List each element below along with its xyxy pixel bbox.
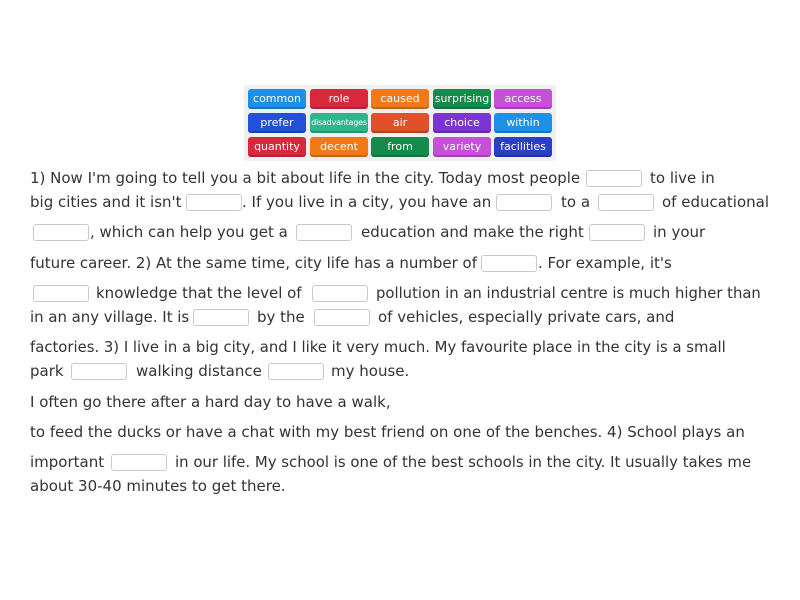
passage-text: pollution in an industrial centre is much higher than <box>376 284 761 302</box>
passage-line-9 <box>30 392 430 412</box>
passage-text: in an any village. It is <box>30 308 190 326</box>
passage-line-7 <box>30 337 730 357</box>
passage-text: of vehicles, especially private cars, and <box>378 308 675 326</box>
passage-text: in our life. My school is one of the best schools in the city. It usually takes me <box>175 453 752 471</box>
passage-text: . For example, it's <box>538 254 672 272</box>
answer-blank-2[interactable] <box>186 194 242 211</box>
answer-blank-13[interactable] <box>71 363 127 380</box>
passage-text: park <box>30 362 64 380</box>
word-tile-caused[interactable]: caused <box>371 89 429 109</box>
word-bank <box>244 85 556 161</box>
passage-text: . If you live in a city, you have an <box>242 193 492 211</box>
passage-text: to a <box>561 193 591 211</box>
passage-text: , which can help you get a <box>90 223 288 241</box>
word-tile-decent[interactable]: decent <box>310 137 368 157</box>
passage-line-12 <box>30 476 430 496</box>
passage-text: about 30-40 minutes to get there. <box>30 477 286 495</box>
answer-blank-15[interactable] <box>111 454 167 471</box>
passage-text: big cities and it isn't <box>30 193 182 211</box>
word-tile-prefer[interactable]: prefer <box>248 113 306 133</box>
passage-text: 1) Now I'm going to tell you a bit about life in the city. Today most people <box>30 169 581 187</box>
passage-line-6 <box>30 307 680 327</box>
answer-blank-1[interactable] <box>586 170 642 187</box>
answer-blank-6[interactable] <box>296 224 352 241</box>
passage-text: my house. <box>331 362 410 380</box>
passage-text: future career. 2) At the same time, city life has a number of <box>30 254 477 272</box>
passage-text: walking distance <box>136 362 262 380</box>
passage-text: in your <box>653 223 706 241</box>
passage-text: by the <box>257 308 305 326</box>
passage-text: I often go there after a hard day to have a walk, <box>30 393 391 411</box>
word-tile-surprising[interactable]: surprising <box>433 89 491 109</box>
passage-text: knowledge that the level of <box>96 284 302 302</box>
answer-blank-10[interactable] <box>312 285 368 302</box>
passage-text: education and make the right <box>361 223 584 241</box>
passage-text: of educational <box>662 193 770 211</box>
word-tile-air[interactable]: air <box>371 113 429 133</box>
word-tile-choice[interactable]: choice <box>433 113 491 133</box>
passage-line-4 <box>30 253 690 273</box>
passage-line-5 <box>30 283 765 303</box>
answer-blank-11[interactable] <box>193 309 249 326</box>
answer-blank-12[interactable] <box>314 309 370 326</box>
answer-blank-5[interactable] <box>33 224 89 241</box>
passage-text: factories. 3) I live in a big city, and I like it very much. My favourite place in the city is a small <box>30 338 726 356</box>
passage-line-10 <box>30 422 750 442</box>
passage-line-2 <box>30 192 775 212</box>
answer-blank-4[interactable] <box>598 194 654 211</box>
answer-blank-3[interactable] <box>496 194 552 211</box>
passage-text: to live in <box>650 169 715 187</box>
passage-line-3 <box>30 222 730 242</box>
answer-blank-9[interactable] <box>33 285 89 302</box>
answer-blank-8[interactable] <box>481 255 537 272</box>
word-tile-variety[interactable]: variety <box>433 137 491 157</box>
word-tile-common[interactable]: common <box>248 89 306 109</box>
word-tile-role[interactable]: role <box>310 89 368 109</box>
answer-blank-7[interactable] <box>589 224 645 241</box>
word-tile-access[interactable]: access <box>494 89 552 109</box>
passage-text: to feed the ducks or have a chat with my best friend on one of the benches. 4) School plays an <box>30 423 745 441</box>
passage-line-8 <box>30 361 430 381</box>
answer-blank-14[interactable] <box>268 363 324 380</box>
passage-line-1 <box>30 168 770 188</box>
word-tile-from[interactable]: from <box>371 137 429 157</box>
word-tile-within[interactable]: within <box>494 113 552 133</box>
passage-text: important <box>30 453 105 471</box>
word-tile-quantity[interactable]: quantity <box>248 137 306 157</box>
word-tile-disadvantages[interactable]: disadvantages <box>310 113 368 133</box>
passage-line-11 <box>30 452 755 472</box>
word-tile-facilities[interactable]: facilities <box>494 137 552 157</box>
